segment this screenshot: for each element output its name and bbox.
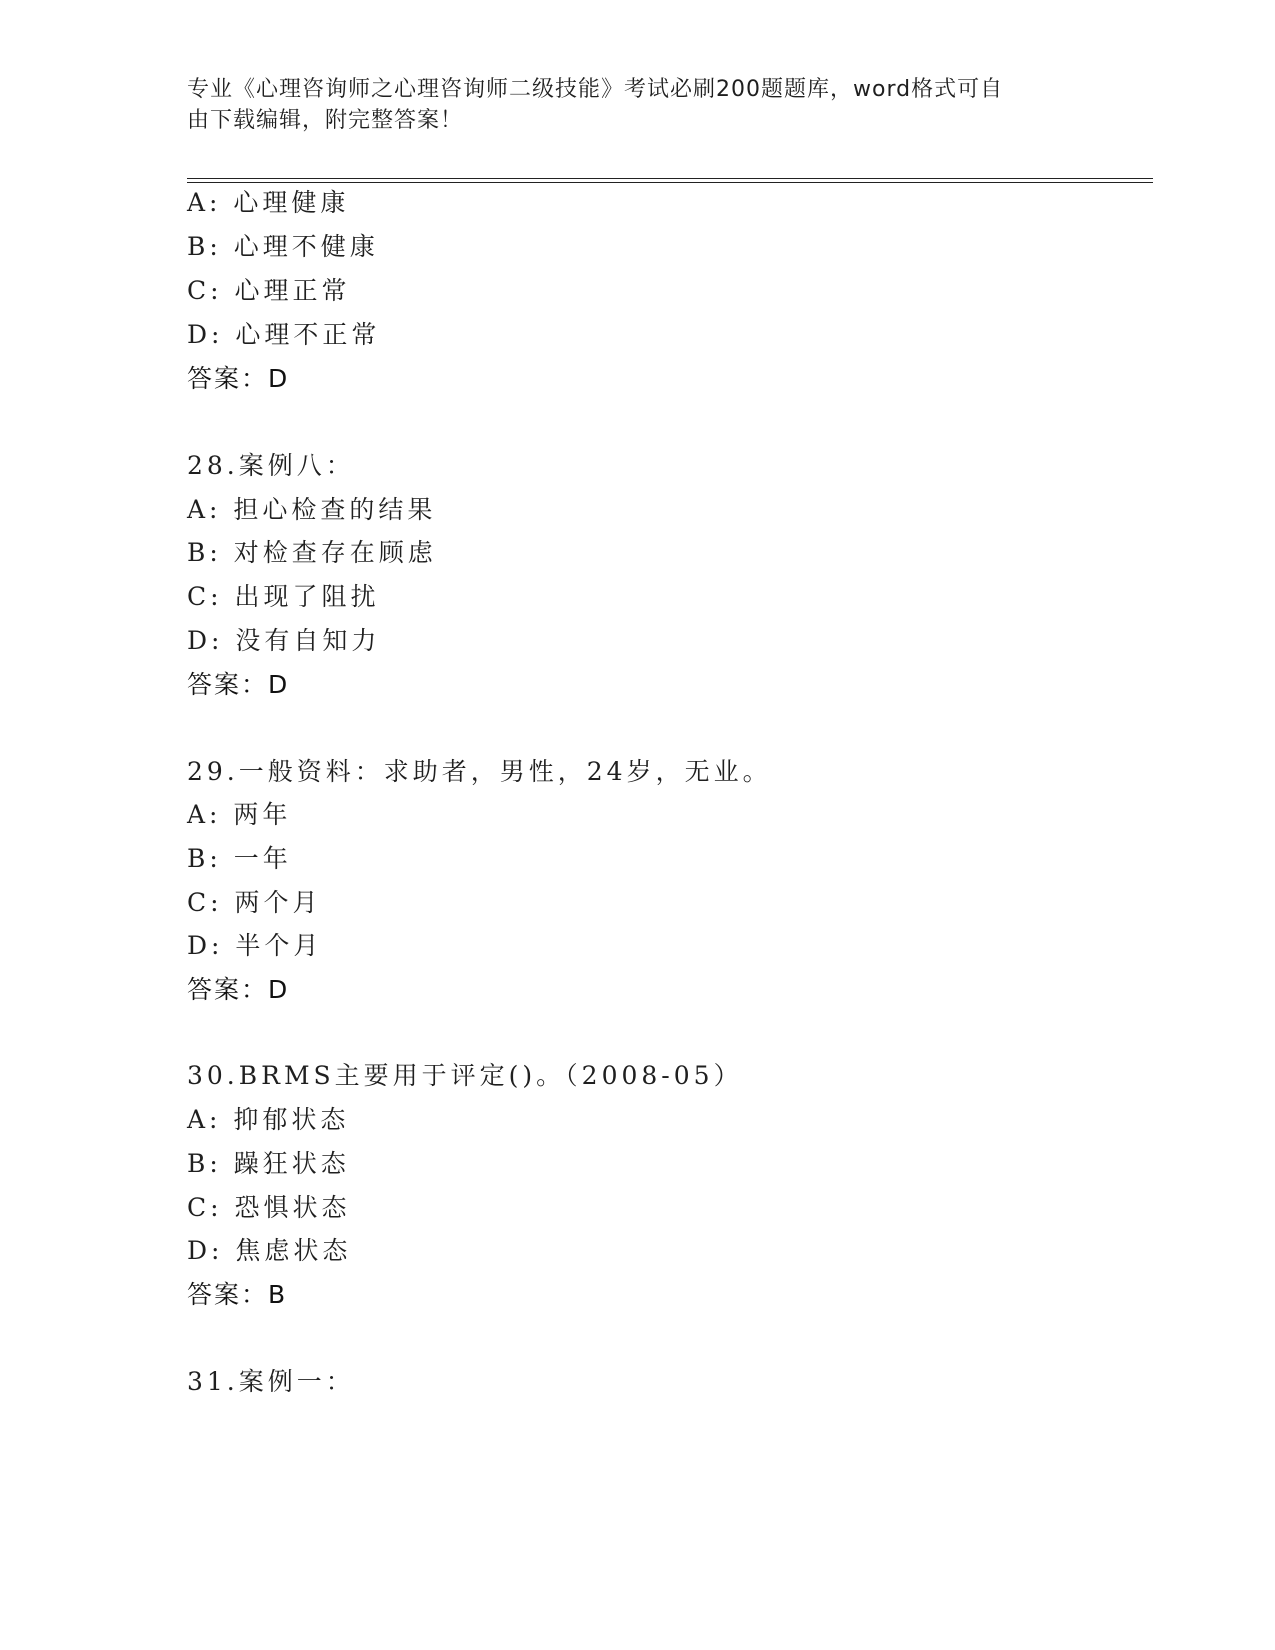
- option-d: D: 半个月: [187, 931, 323, 960]
- answer-line: 答案：B: [187, 1280, 288, 1309]
- answer-line: 答案：D: [187, 364, 290, 393]
- header-divider: [187, 178, 1153, 183]
- option-a: A: 担心检查的结果: [187, 495, 437, 524]
- option-a: A: 两年: [187, 800, 292, 829]
- answer-line: 答案：D: [187, 670, 290, 699]
- header-line-1: 专业《心理咨询师之心理咨询师二级技能》考试必刷200题题库，word格式可自: [187, 77, 1004, 102]
- document-header: [187, 74, 1067, 136]
- option-c: C: 出现了阻扰: [187, 582, 380, 611]
- option-c: C: 两个月: [187, 888, 322, 917]
- option-b: B: 一年: [187, 844, 292, 873]
- option-b: B: 心理不健康: [187, 232, 379, 261]
- option-d: D: 焦虑状态: [187, 1236, 352, 1265]
- answer-line: 答案：D: [187, 975, 290, 1004]
- option-b: B: 对检查存在顾虑: [187, 538, 437, 567]
- question-30: 30.BRMS主要用于评定()。（2008-05）: [187, 1061, 743, 1090]
- option-a: A: 心理健康: [187, 188, 350, 217]
- option-d: D: 心理不正常: [187, 320, 381, 349]
- header-line-2: 由下载编辑，附完整答案！: [187, 108, 464, 133]
- option-d: D: 没有自知力: [187, 626, 381, 655]
- option-b: B: 躁狂状态: [187, 1149, 350, 1178]
- option-c: C: 心理正常: [187, 276, 351, 305]
- question-29: 29.一般资料：求助者，男性，24岁，无业。: [187, 757, 772, 786]
- question-31: 31.案例一：: [187, 1367, 355, 1396]
- question-28: 28.案例八：: [187, 451, 355, 480]
- option-c: C: 恐惧状态: [187, 1193, 351, 1222]
- option-a: A: 抑郁状态: [187, 1105, 350, 1134]
